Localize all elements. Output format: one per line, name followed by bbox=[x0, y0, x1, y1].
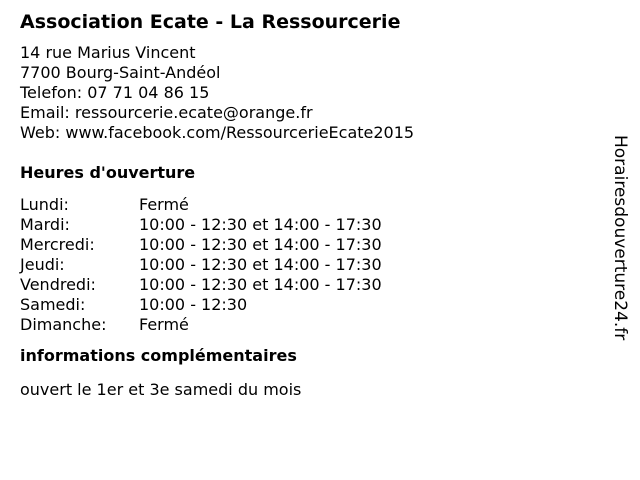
hours-row-mercredi bbox=[20, 235, 600, 255]
day-hours: 10:00 - 12:30 et 14:00 - 17:30 bbox=[139, 255, 382, 274]
site-watermark: Horairesdouverture24.fr bbox=[610, 135, 630, 341]
opening-hours-heading: Heures d'ouverture bbox=[20, 163, 196, 182]
day-label: Samedi: bbox=[20, 295, 86, 314]
day-hours: 10:00 - 12:30 bbox=[139, 295, 248, 314]
hours-row-vendredi bbox=[20, 275, 600, 295]
additional-info-heading: informations complémentaires bbox=[20, 346, 297, 365]
day-label: Mardi: bbox=[20, 215, 70, 234]
day-hours: 10:00 - 12:30 et 14:00 - 17:30 bbox=[139, 215, 382, 234]
day-hours: 10:00 - 12:30 et 14:00 - 17:30 bbox=[139, 235, 382, 254]
hours-row-mardi bbox=[20, 215, 600, 235]
website: Web: www.facebook.com/RessourcerieEcate2015 bbox=[20, 123, 415, 142]
day-hours: Fermé bbox=[139, 315, 189, 334]
business-card bbox=[20, 10, 600, 400]
day-hours: 10:00 - 12:30 et 14:00 - 17:30 bbox=[139, 275, 382, 294]
day-label: Jeudi: bbox=[20, 255, 65, 274]
phone-number: Telefon: 07 71 04 86 15 bbox=[20, 83, 210, 102]
hours-row-lundi bbox=[20, 195, 600, 215]
day-label: Mercredi: bbox=[20, 235, 95, 254]
hours-row-samedi bbox=[20, 295, 600, 315]
additional-info-text: ouvert le 1er et 3e samedi du mois bbox=[20, 380, 302, 399]
city-address: 7700 Bourg-Saint-Andéol bbox=[20, 63, 221, 82]
opening-hours-table bbox=[20, 195, 600, 335]
contact-block bbox=[20, 43, 600, 143]
day-label: Lundi: bbox=[20, 195, 69, 214]
street-address: 14 rue Marius Vincent bbox=[20, 43, 196, 62]
business-name: Association Ecate - La Ressourcerie bbox=[20, 11, 401, 33]
day-label: Dimanche: bbox=[20, 315, 107, 334]
hours-row-dimanche bbox=[20, 315, 600, 335]
day-label: Vendredi: bbox=[20, 275, 96, 294]
day-hours: Fermé bbox=[139, 195, 189, 214]
email-address: Email: ressourcerie.ecate@orange.fr bbox=[20, 103, 313, 122]
hours-row-jeudi bbox=[20, 255, 600, 275]
